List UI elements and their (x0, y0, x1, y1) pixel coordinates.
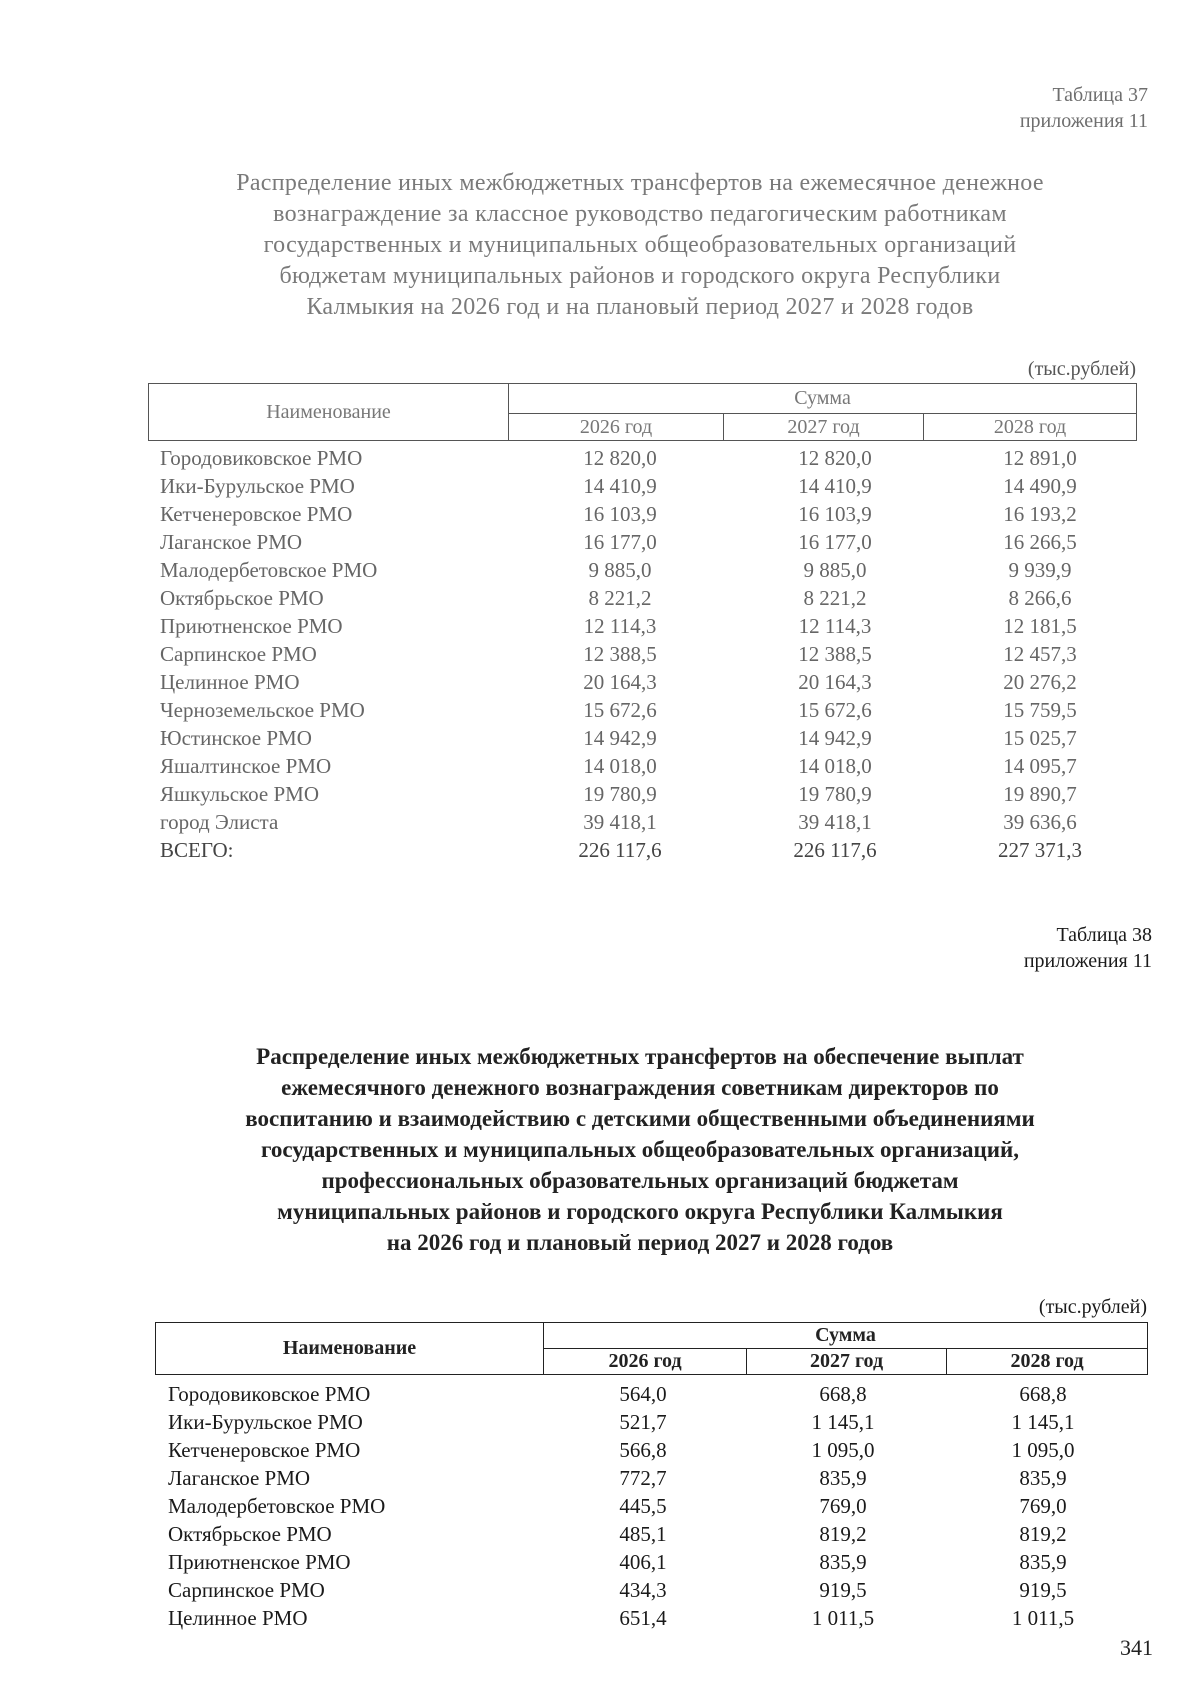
table38-ref-number: Таблица 38 (1056, 924, 1152, 946)
table38-body (168, 1380, 1143, 1632)
row-value-year-2: 226 117,6 (793, 837, 877, 862)
row-value-year-2: 15 672,6 (798, 697, 872, 722)
row-value-year-1: 521,7 (619, 1409, 667, 1434)
row-value-year-2: 14 410,9 (798, 473, 872, 498)
row-value-year-2: 14 018,0 (798, 753, 872, 778)
row-value-year-1: 15 672,6 (583, 697, 657, 722)
table-row (160, 640, 1145, 668)
table37-units: (тыс.рублей) (1027, 358, 1136, 380)
row-value-year-2: 16 103,9 (798, 501, 872, 526)
row-value-year-3: 835,9 (1019, 1465, 1067, 1490)
row-name: Юстинское РМО (160, 725, 312, 750)
row-value-year-2: 12 114,3 (798, 613, 872, 638)
row-name: Целинное РМО (160, 669, 300, 694)
table37-ref-appendix: приложения 11 (1019, 110, 1148, 132)
row-value-year-2: 8 221,2 (803, 585, 867, 610)
table38-title-line: государственных и муниципальных общеобразовательных организаций, (260, 1137, 1020, 1162)
table38-title-line: Распределение иных межбюджетных трансфертов на обеспечение выплат (256, 1044, 1024, 1069)
table38-header-sum: Сумма (544, 1323, 1148, 1349)
table37-title-line: Калмыкия на 2026 год и на плановый период 2027 и 2028 годов (306, 294, 974, 320)
row-value-year-1: 19 780,9 (583, 781, 657, 806)
row-value-year-1: 8 221,2 (588, 585, 652, 610)
table-row (168, 1548, 1143, 1576)
row-value-year-2: 1 095,0 (811, 1437, 875, 1462)
row-value-year-3: 12 181,5 (1003, 613, 1077, 638)
table38-title-line: профессиональных образовательных организаций бюджетам (321, 1168, 959, 1193)
table38-ref-appendix: приложения 11 (1023, 950, 1152, 972)
row-value-year-2: 919,5 (819, 1577, 867, 1602)
row-value-year-2: 835,9 (819, 1465, 867, 1490)
row-value-year-1: 485,1 (619, 1521, 667, 1546)
table37-header-year: 2026 год (509, 414, 724, 441)
table-row (160, 444, 1145, 472)
row-value-year-1: 9 885,0 (588, 557, 652, 582)
table38-header (155, 1322, 1148, 1375)
table37-header (148, 383, 1137, 441)
table37-reference (900, 82, 1148, 134)
row-value-year-3: 1 145,1 (1011, 1409, 1075, 1434)
row-value-year-1: 445,5 (619, 1493, 667, 1518)
row-name: Малодербетовское РМО (168, 1493, 386, 1518)
row-value-year-2: 1 145,1 (811, 1409, 875, 1434)
row-value-year-2: 819,2 (819, 1521, 867, 1546)
row-name: Черноземельское РМО (160, 697, 365, 722)
row-value-year-1: 16 103,9 (583, 501, 657, 526)
row-value-year-3: 919,5 (1019, 1577, 1067, 1602)
table37-title-line: Распределение иных межбюджетных трансфертов на ежемесячное денежное (236, 170, 1044, 196)
row-value-year-3: 8 266,6 (1008, 585, 1072, 610)
table-row (160, 808, 1145, 836)
row-name: Октябрьское РМО (168, 1521, 332, 1546)
table38-title-line: на 2026 год и плановый период 2027 и 2028 годов (386, 1230, 894, 1255)
row-value-year-3: 14 095,7 (1003, 753, 1077, 778)
row-value-year-3: 668,8 (1019, 1381, 1067, 1406)
row-name: Ики-Бурульское РМО (168, 1409, 363, 1434)
row-value-year-2: 12 820,0 (798, 445, 872, 470)
table38-reference (900, 922, 1152, 974)
row-value-year-3: 16 193,2 (1003, 501, 1077, 526)
row-value-year-1: 566,8 (619, 1437, 667, 1462)
row-value-year-1: 14 942,9 (583, 725, 657, 750)
row-value-year-1: 651,4 (619, 1605, 667, 1630)
table-row (168, 1436, 1143, 1464)
row-value-year-1: 16 177,0 (583, 529, 657, 554)
table38-title-line: ежемесячного денежного вознаграждения советникам директоров по (281, 1075, 999, 1100)
row-name: Лаганское РМО (168, 1465, 311, 1490)
table-row (168, 1604, 1143, 1632)
row-value-year-2: 14 942,9 (798, 725, 872, 750)
table38-header-year: 2027 год (747, 1349, 947, 1375)
row-name: Яшалтинское РМО (160, 753, 332, 778)
row-value-year-3: 15 025,7 (1003, 725, 1077, 750)
table-row (168, 1464, 1143, 1492)
table-row (160, 668, 1145, 696)
row-value-year-3: 819,2 (1019, 1521, 1067, 1546)
table-row (160, 528, 1145, 556)
row-name: Приютненское РМО (160, 613, 343, 638)
row-name: Лаганское РМО (160, 529, 303, 554)
row-value-year-3: 769,0 (1019, 1493, 1067, 1518)
row-name: Кетченеровское РМО (160, 501, 353, 526)
table-row (160, 472, 1145, 500)
row-value-year-1: 564,0 (619, 1381, 667, 1406)
table38-header-year: 2026 год (544, 1349, 747, 1375)
row-name: Сарпинское РМО (160, 641, 317, 666)
table38-header-name: Наименование (156, 1323, 544, 1375)
table-row (168, 1380, 1143, 1408)
row-value-year-1: 14 410,9 (583, 473, 657, 498)
row-value-year-1: 406,1 (619, 1549, 667, 1574)
row-value-year-2: 12 388,5 (798, 641, 872, 666)
row-value-year-2: 20 164,3 (798, 669, 872, 694)
row-name: ВСЕГО: (160, 837, 234, 862)
table-total-row (160, 836, 1145, 864)
table38-title-line: воспитанию и взаимодействию с детскими общественными объединениями (245, 1106, 1035, 1131)
table-row (160, 584, 1145, 612)
table37-header-year: 2028 год (924, 414, 1137, 441)
row-value-year-3: 12 457,3 (1003, 641, 1077, 666)
row-value-year-1: 12 388,5 (583, 641, 657, 666)
row-value-year-3: 19 890,7 (1003, 781, 1077, 806)
table-row (168, 1492, 1143, 1520)
row-value-year-2: 16 177,0 (798, 529, 872, 554)
row-name: Городовиковское РМО (168, 1381, 371, 1406)
table-row (160, 500, 1145, 528)
row-value-year-1: 12 820,0 (583, 445, 657, 470)
table37-title-line: бюджетам муниципальных районов и городского округа Республики (279, 263, 1001, 289)
row-name: Городовиковское РМО (160, 445, 363, 470)
row-value-year-3: 15 759,5 (1003, 697, 1077, 722)
row-value-year-2: 9 885,0 (803, 557, 867, 582)
row-value-year-3: 227 371,3 (998, 837, 1082, 862)
row-value-year-2: 835,9 (819, 1549, 867, 1574)
row-name: город Элиста (160, 809, 279, 834)
table37-ref-number: Таблица 37 (1052, 84, 1148, 106)
table38-title-line: муниципальных районов и городского округа Республики Калмыкия (277, 1199, 1003, 1224)
table37-body (160, 444, 1145, 864)
table-row (168, 1408, 1143, 1436)
table-row (168, 1576, 1143, 1604)
row-value-year-1: 14 018,0 (583, 753, 657, 778)
row-value-year-2: 1 011,5 (811, 1605, 875, 1630)
row-name: Яшкульское РМО (160, 781, 320, 806)
row-name: Приютненское РМО (168, 1549, 351, 1574)
table-row (160, 752, 1145, 780)
row-value-year-2: 668,8 (819, 1381, 867, 1406)
row-value-year-3: 14 490,9 (1003, 473, 1077, 498)
table38-header-year: 2028 год (947, 1349, 1148, 1375)
row-name: Ики-Бурульское РМО (160, 473, 355, 498)
row-value-year-1: 226 117,6 (578, 837, 662, 862)
table38-units: (тыс.рублей) (1038, 1296, 1147, 1318)
table37-title (140, 168, 1140, 323)
row-name: Октябрьское РМО (160, 585, 324, 610)
row-value-year-1: 772,7 (619, 1465, 667, 1490)
table37-header-year: 2027 год (724, 414, 924, 441)
table37-header-name: Наименование (149, 384, 509, 441)
table37-title-line: государственных и муниципальных общеобразовательных организаций (263, 232, 1017, 258)
row-value-year-1: 434,3 (619, 1577, 667, 1602)
row-value-year-1: 12 114,3 (583, 613, 657, 638)
row-value-year-3: 9 939,9 (1008, 557, 1072, 582)
table37-title-line: вознаграждение за классное руководство педагогическим работникам (273, 201, 1007, 227)
page-number: 341 (1120, 1635, 1153, 1660)
row-value-year-2: 39 418,1 (798, 809, 872, 834)
row-value-year-1: 39 418,1 (583, 809, 657, 834)
row-value-year-2: 769,0 (819, 1493, 867, 1518)
row-value-year-3: 1 095,0 (1011, 1437, 1075, 1462)
row-name: Малодербетовское РМО (160, 557, 378, 582)
table-row (160, 556, 1145, 584)
row-value-year-3: 39 636,6 (1003, 809, 1077, 834)
row-value-year-3: 835,9 (1019, 1549, 1067, 1574)
table-row (160, 780, 1145, 808)
table-row (160, 696, 1145, 724)
table-row (160, 612, 1145, 640)
row-value-year-3: 16 266,5 (1003, 529, 1077, 554)
row-value-year-2: 19 780,9 (798, 781, 872, 806)
row-value-year-3: 12 891,0 (1003, 445, 1077, 470)
row-name: Сарпинское РМО (168, 1577, 325, 1602)
table-row (160, 724, 1145, 752)
table-row (168, 1520, 1143, 1548)
table38-title (140, 1041, 1140, 1258)
row-value-year-3: 20 276,2 (1003, 669, 1077, 694)
table37-header-sum: Сумма (509, 384, 1137, 414)
row-name: Кетченеровское РМО (168, 1437, 361, 1462)
row-value-year-3: 1 011,5 (1011, 1605, 1075, 1630)
row-value-year-1: 20 164,3 (583, 669, 657, 694)
row-name: Целинное РМО (168, 1605, 308, 1630)
